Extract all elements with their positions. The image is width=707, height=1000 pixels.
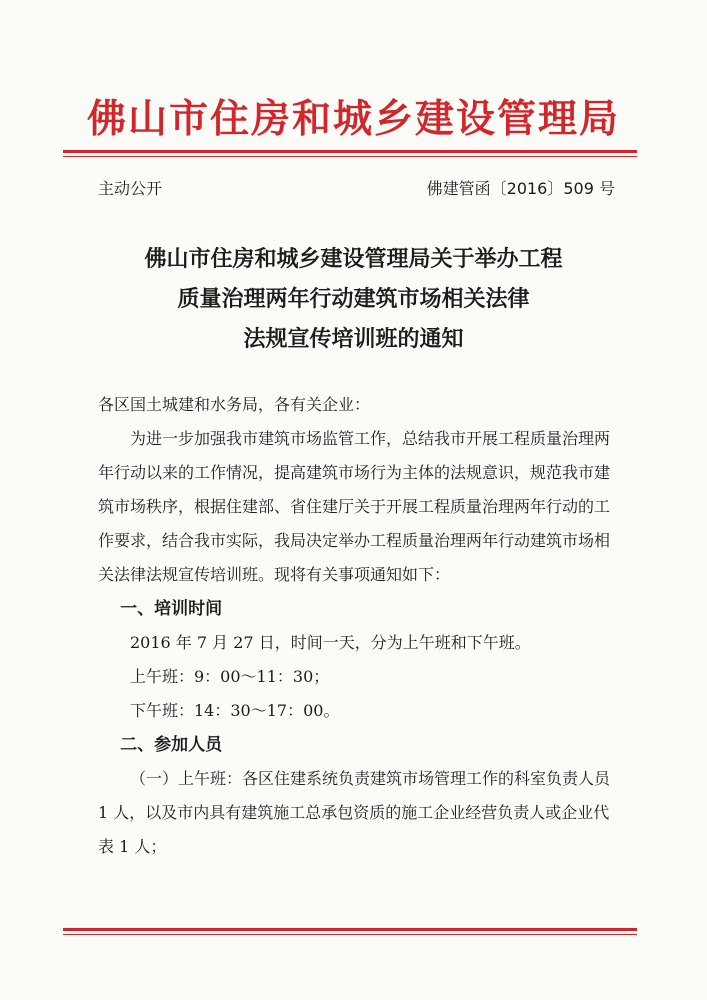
title-line: 佛山市住房和城乡建设管理局关于举办工程 [144,247,563,272]
disclosure-label: 主动公开 [98,179,163,198]
document-number: 佛建管函〔2016〕509 号 [426,179,615,198]
morning-session: 上午班：9：00～11：30； [130,667,330,686]
letterhead: 佛山市住房和城乡建设管理局 [86,96,620,142]
title-line: 法规宣传培训班的通知 [243,327,464,352]
document-meta [98,176,615,199]
intro-paragraph: 为进一步加强我市建筑市场监管工作，总结我市开展工程质量治理两年行动以来的工作情况，提高建筑市场行为主体的法规意识，规范我市建筑市场秩序，根据住建部、省住建厅关于开展工程质量治理两年行动的工作要求，结合我市实际，我局决定举办工程质量治理两年行动建筑市场相关法律法规宣传培训班。现将有关事项通知如下： [98,429,611,584]
document-body [98,388,618,864]
header-rule-thin [63,156,637,157]
training-date: 2016 年 7 月 27 日，时间一天，分为上午班和下午班。 [130,633,531,652]
footer-rule-thin [63,934,637,935]
salutation: 各区国土城建和水务局，各有关企业： [98,395,371,414]
participants-item: （一）上午班：各区住建系统负责建筑市场管理工作的科室负责人员 1 人，以及市内具有建筑施工总承包资质的施工企业经营负责人或企业代表 1 人； [98,769,611,856]
title-line: 质量治理两年行动建筑市场相关法律 [177,287,530,312]
afternoon-session: 下午班：14：30～17：00。 [130,701,340,720]
document-title [0,240,707,360]
section-heading: 一、培训时间 [120,599,223,619]
section-heading: 二、参加人员 [120,735,223,755]
footer-rule-thick [63,928,637,931]
header-rule-thick [63,150,637,153]
